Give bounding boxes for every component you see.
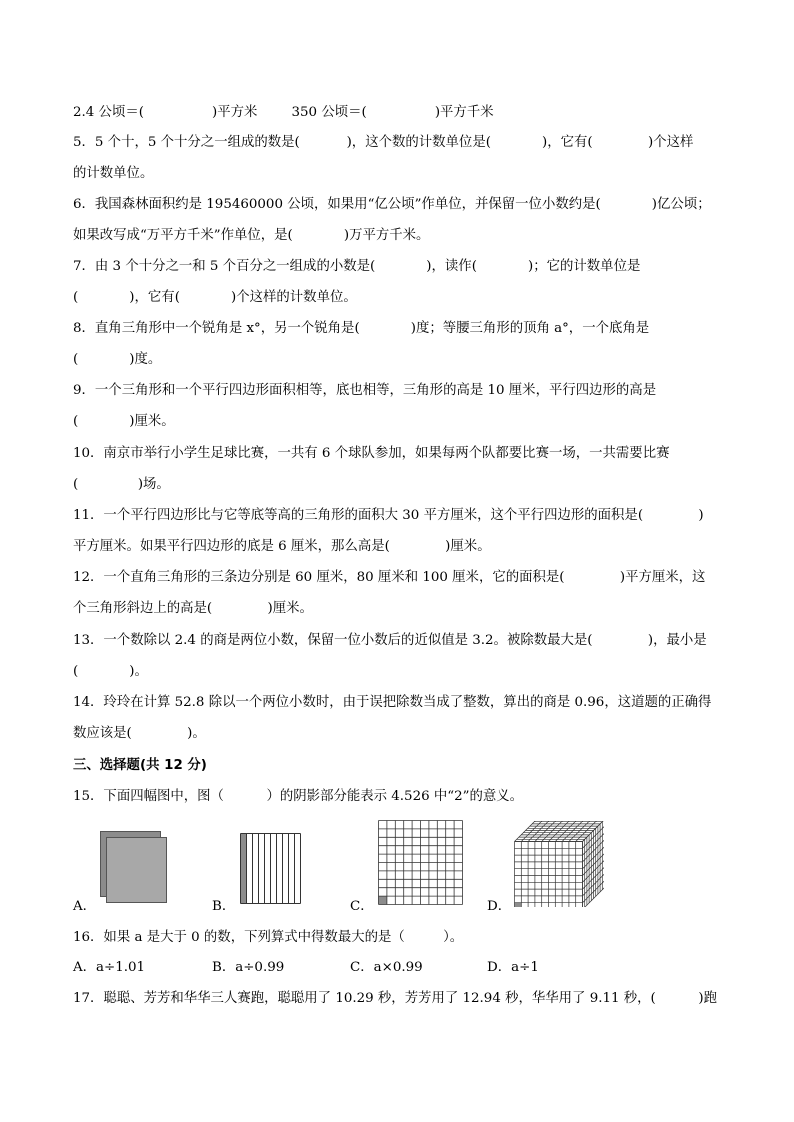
line-q8: 8．直角三角形中一个锐角是 x°，另一个锐角是( )度；等腰三角形的顶角 a°，一个底角是: [73, 321, 650, 336]
line-q10: 10．南京市举行小学生足球比赛，一共有 6 个球队参加，如果每两个队都要比赛一场，一共需要比赛: [73, 446, 670, 461]
option-label-a: A．: [73, 899, 97, 914]
line-q8-cont: ( )度。: [73, 352, 162, 367]
option-label-c: C．: [350, 899, 374, 914]
q16-option-a: A．a÷1.01: [73, 960, 146, 975]
line-q9: 9．一个三角形和一个平行四边形面积相等，底也相等，三角形的高是 10 厘米，平行四边形的高是: [73, 383, 657, 398]
line-q5-cont: 的计数单位。: [73, 166, 154, 181]
line-q11: 11．一个平行四边形比与它等底等高的三角形的面积大 30 平方厘米，这个平行四边形的面积是( ): [73, 508, 704, 523]
line-q13-cont: ( )。: [73, 664, 148, 679]
line-q9-cont: ( )厘米。: [73, 414, 175, 429]
figure-a-shaded-square: [100, 831, 170, 905]
question-16: 16．如果 a 是大于 0 的数，下列算式中得数最大的是（ ）。: [73, 930, 464, 945]
line-q6: 6．我国森林面积约是 195460000 公顷，如果用“亿公顷”作单位，并保留一位小数约是( )亿公顷；: [73, 197, 711, 212]
line-q12-cont: 个三角形斜边上的高是( )厘米。: [73, 601, 313, 616]
q16-option-c: C．a×0.99: [350, 960, 423, 975]
line-q4-cont: 2.4 公顷＝( )平方米 350 公顷＝( )平方千米: [73, 105, 494, 120]
line-q7-cont: ( )，它有( )个这样的计数单位。: [73, 290, 357, 305]
line-q10-cont: ( )场。: [73, 477, 170, 492]
line-q14-cont: 数应该是( )。: [73, 726, 206, 741]
figure-d-thousandths-cube: [514, 821, 604, 907]
line-q13: 13．一个数除以 2.4 的商是两位小数，保留一位小数后的近似值是 3.2。被除数最大是( )，最小是: [73, 633, 707, 648]
figure-b-tenths-strips: [240, 833, 306, 905]
line-q14: 14．玲玲在计算 52.8 除以一个两位小数时，由于误把除数当成了整数，算出的商是 0.96，这道题的正确得: [73, 695, 712, 710]
question-17: 17．聪聪、芳芳和华华三人赛跑，聪聪用了 10.29 秒，芳芳用了 12.94 秒，华华用了 9.11 秒，( )跑: [73, 991, 717, 1006]
line-q7: 7．由 3 个十分之一和 5 个百分之一组成的小数是( )，读作( )；它的计数单位是: [73, 259, 641, 274]
option-label-b: B．: [212, 899, 236, 914]
question-15: 15．下面四幅图中，图（ ）的阴影部分能表示 4.526 中“2”的意义。: [73, 789, 524, 804]
line-q5: 5．5 个十，5 个十分之一组成的数是( )，这个数的计数单位是( )，它有( )个这样: [73, 135, 694, 150]
figure-c-hundredths-grid: [378, 820, 464, 906]
q16-option-d: D．a÷1: [487, 960, 539, 975]
option-label-d: D．: [487, 899, 512, 914]
line-q12: 12．一个直角三角形的三条边分别是 60 厘米，80 厘米和 100 厘米，它的面积是( )平方厘米，这: [73, 570, 706, 585]
q16-option-b: B．a÷0.99: [212, 960, 285, 975]
section-title-choice: 三、选择题(共 12 分): [73, 758, 207, 773]
line-q6-cont: 如果改写成“万平方千米”作单位，是( )万平方千米。: [73, 228, 430, 243]
line-q11-cont: 平方厘米。如果平行四边形的底是 6 厘米，那么高是( )厘米。: [73, 539, 491, 554]
